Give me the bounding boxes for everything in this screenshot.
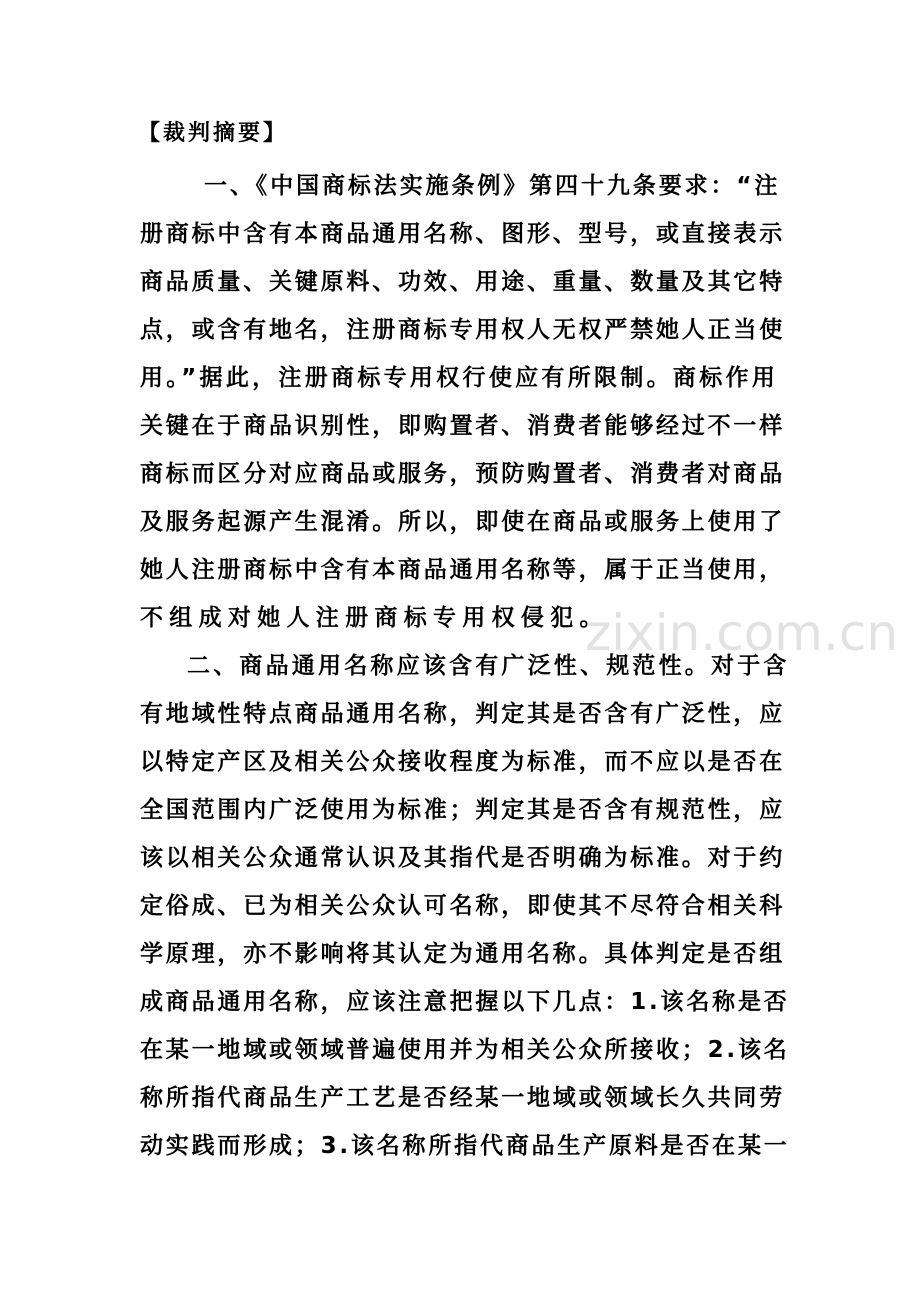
paragraph-1-line: 用。”据此，注册商标专用权行使应有所限制。商标作用 [140, 365, 779, 391]
paragraph-2-line-1: 二、商品通用名称应该含有广泛性、规范性。对于含 [187, 653, 790, 679]
paragraph-1-line: 点，或含有地名，注册商标专用权人无权严禁她人正当使 [140, 317, 785, 343]
paragraph-2-line: 在某一地域或领域普遍使用并为相关公众所接收；2.该名 [140, 1037, 790, 1063]
paragraph-1-line: 她人注册商标中含有本商品通用名称等，属于正当使用， [140, 557, 785, 583]
paragraph-2-line: 以特定产区及相关公众接收程度为标准，而不应以是否在 [140, 749, 785, 775]
paragraph-1-line: 关键在于商品识别性，即购置者、消费者能够经过不一样 [140, 413, 785, 439]
paragraph-2-line: 学原理，亦不影响将其认定为通用名称。具体判定是否组 [140, 941, 785, 967]
paragraph-1-line-1: 一、《中国商标法实施条例》第四十九条要求：“注 [204, 173, 781, 199]
paragraph-2-line: 称所指代商品生产工艺是否经某一地域或领域长久共同劳 [140, 1085, 785, 1111]
site-watermark: zixin.com.cn [585, 604, 899, 662]
paragraph-2-line: 动实践而形成；3.该名称所指代商品生产原料是否在某一 [140, 1133, 790, 1159]
paragraph-2-line: 全国范围内广泛使用为标准；判定其是否含有规范性，应 [140, 797, 785, 823]
paragraph-2-line: 定俗成、已为相关公众认可名称，即使其不尽符合相关科 [140, 893, 785, 919]
section-heading: 【裁判摘要】 [138, 121, 289, 146]
paragraph-1-line: 及服务起源产生混淆。所以，即使在商品或服务上使用了 [140, 509, 785, 535]
paragraph-1-line: 册商标中含有本商品通用名称、图形、型号，或直接表示 [140, 221, 785, 247]
paragraph-1-line: 商标而区分对应商品或服务，预防购置者、消费者对商品 [140, 461, 785, 487]
paragraph-1-line: 不组成对她人注册商标专用权侵犯。 [140, 605, 609, 631]
paragraph-2-line: 有地域性特点商品通用名称，判定其是否含有广泛性，应 [140, 701, 785, 727]
paragraph-2-line: 该以相关公众通常认识及其指代是否明确为标准。对于约 [140, 845, 785, 871]
paragraph-1-line: 商品质量、关键原料、功效、用途、重量、数量及其它特 [140, 269, 785, 295]
paragraph-2-line: 成商品通用名称，应该注意把握以下几点：1.该名称是否 [140, 989, 790, 1015]
